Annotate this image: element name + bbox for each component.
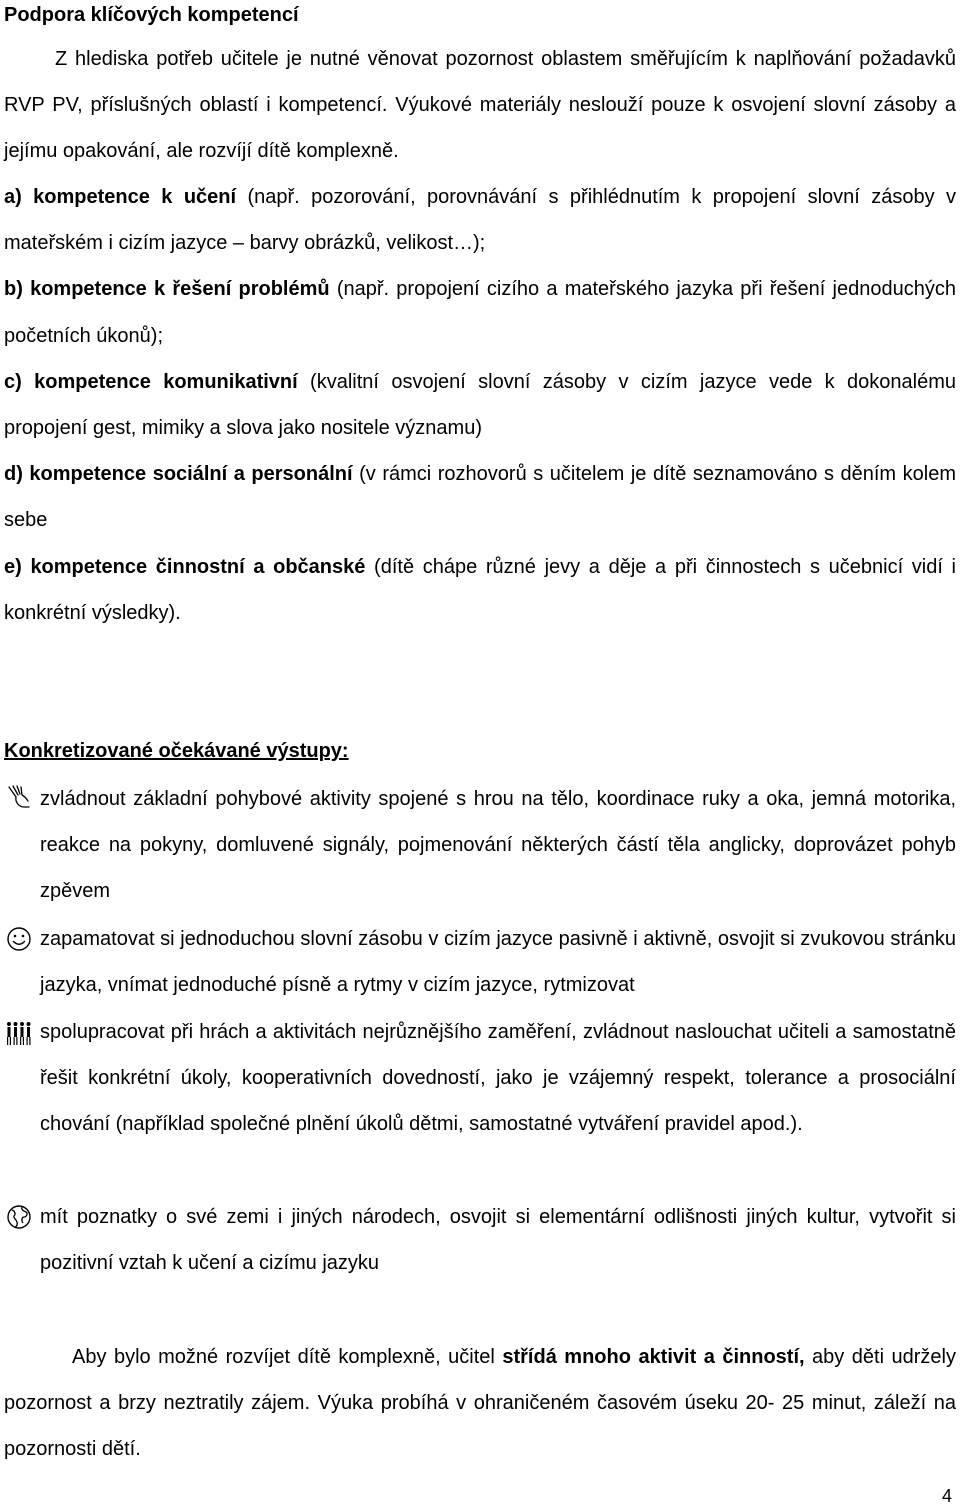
competence-text: (např. pozorování, porovnávání s přihlédnutím k propojení slovní zásoby v mateřském i cizím jazyce – barvy obrázků, velikost…); (4, 186, 956, 255)
intro-paragraph: Z hlediska potřeb učitele je nutné věnovat pozornost oblastem směřujícím k naplňování požadavků RVP PV, příslušných oblastí i kompetencí. Výukové materiály neslouží pouze k osvojení slovní zásoby a jejímu opakování, ale rozvíjí dítě komplexně. (4, 48, 956, 163)
competence-label: d) kompetence sociální a personální (4, 463, 353, 486)
competence-label: c) kompetence komunikativní (4, 370, 298, 393)
competence-item (4, 451, 956, 543)
section-heading-key-competences: Podpora klíčových kompetencí (4, 4, 299, 26)
globe-icon (6, 1204, 32, 1230)
competence-text: (v rámci rozhovorů s učitelem je dítě seznamováno s děním kolem sebe (4, 463, 956, 532)
competence-label: b) kompetence k řešení problémů (4, 278, 330, 301)
closing-paragraph (4, 1334, 956, 1473)
writing-hand-icon (6, 784, 32, 810)
competence-item (4, 174, 956, 266)
competence-text: (dítě chápe různé jevy a děje a při činnostech s učebnicí vidí i konkrétní výsledky). (4, 555, 956, 624)
competence-label: a) kompetence k učení (4, 186, 237, 208)
closing-text-end: aby děti udržely pozornost a brzy neztratily zájem. Výuka probíhá v ohraničeném časovém úseku 20- 25 minut, záleží na pozornosti dětí. (4, 1346, 956, 1461)
closing-text-start: Aby bylo možné rozvíjet dítě komplexně, učitel (72, 1346, 503, 1368)
competences-list (4, 174, 956, 636)
list-item: mít poznatky o své zemi i jiných národech, osvojit si elementární odlišnosti jiných kultur, vytvořit si pozitivní vztah k učení a cizímu jazyku (40, 1206, 956, 1275)
page-number: 4 (941, 1486, 952, 1506)
group-of-people-icon (6, 1020, 32, 1046)
competence-label: e) kompetence činnostní a občanské (4, 555, 366, 578)
competence-item (4, 544, 956, 636)
section-heading-expected-outputs: Konkretizované očekávané výstupy: (4, 740, 349, 762)
list-item: zapamatovat si jednoduchou slovní zásobu v cizím jazyce pasivně i aktivně, osvojit si zvukovou stránku jazyka, vnímat jednoduché písně a rytmy v cizím jazyce, rytmizovat (40, 928, 956, 997)
competence-item (4, 266, 956, 358)
closing-text-bold: střídá mnoho aktivit a činností, (502, 1346, 805, 1368)
smiley-face-icon (6, 926, 32, 952)
list-item: zvládnout základní pohybové aktivity spojené s hrou na tělo, koordinace ruky a oka, jemná motorika, reakce na pokyny, domluvené signály, pojmenování některých částí těla anglicky, doprovázet pohyb zpěvem (40, 788, 956, 903)
competence-item (4, 359, 956, 451)
competence-text: (např. propojení cizího a mateřského jazyka při řešení jednoduchých početních úkonů); (4, 278, 956, 347)
list-item: spolupracovat při hrách a aktivitách nejrůznějšího zaměření, zvládnout naslouchat učiteli a samostatně řešit konkrétní úkoly, kooperativních dovedností, jako je vzájemný respekt, tolerance a prosociální chování (například společné plnění úkolů dětmi, samostatné vytváření pravidel apod.). (40, 1021, 956, 1136)
competence-text: (kvalitní osvojení slovní zásoby v cizím jazyce vede k dokonalému propojení gest, mimiky a slova jako nositele významu) (4, 370, 956, 440)
